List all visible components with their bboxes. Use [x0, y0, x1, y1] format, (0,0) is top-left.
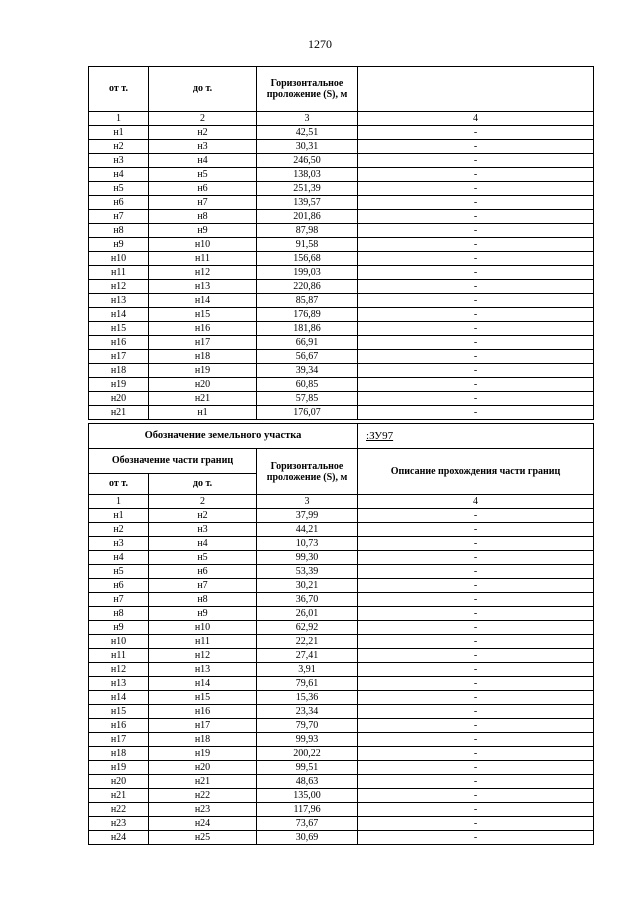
table2-column-numbers-row: [89, 495, 594, 509]
from-point-cell: н23: [89, 817, 149, 831]
table-row: [89, 210, 594, 224]
from-point-cell: н12: [89, 280, 149, 294]
table-row: [89, 579, 594, 593]
table-row: [89, 789, 594, 803]
from-point-cell: н22: [89, 803, 149, 817]
distance-cell: 57,85: [257, 392, 358, 406]
description-cell: -: [358, 831, 594, 845]
to-point-cell: н5: [149, 551, 257, 565]
from-point-cell: н18: [89, 364, 149, 378]
distance-cell: 53,39: [257, 565, 358, 579]
to-point-cell: н2: [149, 126, 257, 140]
header-from-point: от т.: [89, 67, 149, 112]
description-cell: -: [358, 635, 594, 649]
to-point-cell: н20: [149, 761, 257, 775]
from-point-cell: н8: [89, 224, 149, 238]
from-point-cell: н5: [89, 565, 149, 579]
table-row: [89, 523, 594, 537]
description-cell: -: [358, 705, 594, 719]
table-row: [89, 831, 594, 845]
table-row: [89, 649, 594, 663]
description-cell: -: [358, 154, 594, 168]
description-cell: -: [358, 266, 594, 280]
distance-cell: 251,39: [257, 182, 358, 196]
column-number: 4: [358, 112, 594, 126]
description-cell: -: [358, 565, 594, 579]
table-row: [89, 565, 594, 579]
distance-cell: 22,21: [257, 635, 358, 649]
table-row: [89, 350, 594, 364]
table1-header-row: [89, 67, 594, 112]
to-point-cell: н17: [149, 336, 257, 350]
to-point-cell: н19: [149, 364, 257, 378]
table-row: [89, 747, 594, 761]
description-cell: -: [358, 280, 594, 294]
from-point-cell: н14: [89, 308, 149, 322]
description-cell: -: [358, 663, 594, 677]
distance-cell: 15,36: [257, 691, 358, 705]
table-row: [89, 392, 594, 406]
to-point-cell: н23: [149, 803, 257, 817]
column-number: 1: [89, 112, 149, 126]
description-cell: -: [358, 224, 594, 238]
table-row: [89, 677, 594, 691]
to-point-cell: н15: [149, 691, 257, 705]
description-cell: -: [358, 761, 594, 775]
distance-cell: 201,86: [257, 210, 358, 224]
description-cell: -: [358, 322, 594, 336]
distance-cell: 156,68: [257, 252, 358, 266]
table-row: [89, 775, 594, 789]
from-point-cell: н4: [89, 551, 149, 565]
from-point-cell: н13: [89, 294, 149, 308]
from-point-cell: н3: [89, 154, 149, 168]
from-point-cell: н21: [89, 789, 149, 803]
to-point-cell: н10: [149, 238, 257, 252]
to-point-cell: н7: [149, 579, 257, 593]
land-plot-label: Обозначение земельного участка: [89, 424, 358, 449]
description-cell: -: [358, 649, 594, 663]
land-plot-value: :ЗУ97: [358, 424, 594, 449]
description-cell: -: [358, 182, 594, 196]
description-cell: -: [358, 621, 594, 635]
table-row: [89, 705, 594, 719]
table-row: [89, 308, 594, 322]
table-row: [89, 224, 594, 238]
to-point-cell: н22: [149, 789, 257, 803]
distance-cell: 139,57: [257, 196, 358, 210]
distance-cell: 66,91: [257, 336, 358, 350]
table-row: [89, 378, 594, 392]
description-cell: -: [358, 691, 594, 705]
to-point-cell: н12: [149, 649, 257, 663]
description-cell: -: [358, 789, 594, 803]
distance-cell: 39,34: [257, 364, 358, 378]
from-point-cell: н16: [89, 336, 149, 350]
header-to-point: до т.: [149, 67, 257, 112]
description-cell: -: [358, 294, 594, 308]
description-cell: -: [358, 406, 594, 420]
table-row: [89, 551, 594, 565]
to-point-cell: н9: [149, 224, 257, 238]
from-point-cell: н19: [89, 378, 149, 392]
distance-cell: 220,86: [257, 280, 358, 294]
to-point-cell: н13: [149, 280, 257, 294]
description-cell: -: [358, 719, 594, 733]
to-point-cell: н17: [149, 719, 257, 733]
distance-cell: 99,30: [257, 551, 358, 565]
table1-column-numbers-row: [89, 112, 594, 126]
from-point-cell: н6: [89, 196, 149, 210]
from-point-cell: н4: [89, 168, 149, 182]
description-cell: -: [358, 733, 594, 747]
header-horizontal-distance: Горизонтальное проложение (S), м: [257, 67, 358, 112]
header-horizontal-distance: Горизонтальное проложение (S), м: [257, 449, 358, 495]
description-cell: -: [358, 593, 594, 607]
table-row: [89, 607, 594, 621]
from-point-cell: н14: [89, 691, 149, 705]
to-point-cell: н20: [149, 378, 257, 392]
from-point-cell: н15: [89, 322, 149, 336]
distance-cell: 73,67: [257, 817, 358, 831]
from-point-cell: н10: [89, 635, 149, 649]
from-point-cell: н17: [89, 350, 149, 364]
from-point-cell: н11: [89, 266, 149, 280]
distance-cell: 30,31: [257, 140, 358, 154]
from-point-cell: н15: [89, 705, 149, 719]
from-point-cell: н9: [89, 238, 149, 252]
distance-cell: 99,93: [257, 733, 358, 747]
to-point-cell: н6: [149, 565, 257, 579]
from-point-cell: н9: [89, 621, 149, 635]
from-point-cell: н13: [89, 677, 149, 691]
table-row: [89, 761, 594, 775]
table-row: [89, 663, 594, 677]
distance-cell: 30,69: [257, 831, 358, 845]
to-point-cell: н3: [149, 140, 257, 154]
from-point-cell: н18: [89, 747, 149, 761]
table-row: [89, 182, 594, 196]
distance-cell: 42,51: [257, 126, 358, 140]
distance-cell: 117,96: [257, 803, 358, 817]
from-point-cell: н20: [89, 775, 149, 789]
table-row: [89, 406, 594, 420]
to-point-cell: н6: [149, 182, 257, 196]
table-row: [89, 280, 594, 294]
from-point-cell: н1: [89, 126, 149, 140]
from-point-cell: н12: [89, 663, 149, 677]
distance-cell: 60,85: [257, 378, 358, 392]
description-cell: -: [358, 392, 594, 406]
to-point-cell: н7: [149, 196, 257, 210]
table-row: [89, 140, 594, 154]
description-cell: -: [358, 364, 594, 378]
distance-cell: 62,92: [257, 621, 358, 635]
distance-cell: 176,07: [257, 406, 358, 420]
table-row: [89, 266, 594, 280]
table-row: [89, 691, 594, 705]
distance-cell: 91,58: [257, 238, 358, 252]
to-point-cell: н3: [149, 523, 257, 537]
table-row: [89, 364, 594, 378]
column-number: 4: [358, 495, 594, 509]
description-cell: -: [358, 817, 594, 831]
distance-cell: 10,73: [257, 537, 358, 551]
column-number: 2: [149, 495, 257, 509]
to-point-cell: н4: [149, 154, 257, 168]
to-point-cell: н14: [149, 294, 257, 308]
distance-cell: 87,98: [257, 224, 358, 238]
distance-cell: 44,21: [257, 523, 358, 537]
column-number: 3: [257, 112, 358, 126]
from-point-cell: н1: [89, 509, 149, 523]
distance-cell: 23,34: [257, 705, 358, 719]
description-cell: -: [358, 677, 594, 691]
page-number: 1270: [308, 37, 332, 51]
description-cell: -: [358, 210, 594, 224]
table-row: [89, 238, 594, 252]
column-number: 3: [257, 495, 358, 509]
distance-cell: 56,67: [257, 350, 358, 364]
table-row: [89, 168, 594, 182]
to-point-cell: н12: [149, 266, 257, 280]
to-point-cell: н5: [149, 168, 257, 182]
description-cell: -: [358, 509, 594, 523]
distance-cell: 3,91: [257, 663, 358, 677]
from-point-cell: н8: [89, 607, 149, 621]
distance-cell: 36,70: [257, 593, 358, 607]
table-row: [89, 252, 594, 266]
to-point-cell: н1: [149, 406, 257, 420]
table-row: [89, 621, 594, 635]
description-cell: -: [358, 803, 594, 817]
table-row: [89, 803, 594, 817]
header-from-point: от т.: [89, 474, 149, 495]
distance-cell: 138,03: [257, 168, 358, 182]
column-number: 1: [89, 495, 149, 509]
table-row: [89, 154, 594, 168]
to-point-cell: н8: [149, 593, 257, 607]
table-row: [89, 635, 594, 649]
description-cell: -: [358, 308, 594, 322]
to-point-cell: н16: [149, 705, 257, 719]
description-cell: -: [358, 350, 594, 364]
description-cell: -: [358, 523, 594, 537]
table-row: [89, 126, 594, 140]
table-row: [89, 817, 594, 831]
to-point-cell: н25: [149, 831, 257, 845]
distance-cell: 85,87: [257, 294, 358, 308]
land-plot-row: [89, 424, 594, 449]
description-cell: -: [358, 537, 594, 551]
to-point-cell: н8: [149, 210, 257, 224]
from-point-cell: н21: [89, 406, 149, 420]
boundary-table-2: [88, 423, 594, 845]
to-point-cell: н16: [149, 322, 257, 336]
description-cell: -: [358, 607, 594, 621]
boundary-table-1: [88, 66, 594, 420]
table-row: [89, 593, 594, 607]
description-cell: -: [358, 747, 594, 761]
header-description: Описание прохождения части границ: [358, 449, 594, 495]
description-cell: -: [358, 579, 594, 593]
header-description: [358, 67, 594, 112]
description-cell: -: [358, 168, 594, 182]
to-point-cell: н15: [149, 308, 257, 322]
to-point-cell: н24: [149, 817, 257, 831]
to-point-cell: н21: [149, 775, 257, 789]
distance-cell: 27,41: [257, 649, 358, 663]
to-point-cell: н2: [149, 509, 257, 523]
to-point-cell: н4: [149, 537, 257, 551]
from-point-cell: н5: [89, 182, 149, 196]
table-row: [89, 294, 594, 308]
to-point-cell: н11: [149, 635, 257, 649]
distance-cell: 48,63: [257, 775, 358, 789]
distance-cell: 176,89: [257, 308, 358, 322]
description-cell: -: [358, 140, 594, 154]
description-cell: -: [358, 378, 594, 392]
from-point-cell: н10: [89, 252, 149, 266]
table2-header-row: [89, 449, 594, 474]
to-point-cell: н11: [149, 252, 257, 266]
from-point-cell: н2: [89, 523, 149, 537]
description-cell: -: [358, 196, 594, 210]
description-cell: -: [358, 126, 594, 140]
distance-cell: 26,01: [257, 607, 358, 621]
from-point-cell: н11: [89, 649, 149, 663]
to-point-cell: н10: [149, 621, 257, 635]
to-point-cell: н13: [149, 663, 257, 677]
distance-cell: 79,70: [257, 719, 358, 733]
description-cell: -: [358, 551, 594, 565]
from-point-cell: н19: [89, 761, 149, 775]
distance-cell: 37,99: [257, 509, 358, 523]
distance-cell: 99,51: [257, 761, 358, 775]
description-cell: -: [358, 775, 594, 789]
to-point-cell: н19: [149, 747, 257, 761]
from-point-cell: н17: [89, 733, 149, 747]
table-row: [89, 509, 594, 523]
description-cell: -: [358, 238, 594, 252]
distance-cell: 135,00: [257, 789, 358, 803]
part-of-boundary-label: Обозначение части границ: [89, 449, 257, 474]
to-point-cell: н21: [149, 392, 257, 406]
to-point-cell: н18: [149, 350, 257, 364]
distance-cell: 246,50: [257, 154, 358, 168]
table-row: [89, 336, 594, 350]
description-cell: -: [358, 336, 594, 350]
table-row: [89, 719, 594, 733]
from-point-cell: н6: [89, 579, 149, 593]
distance-cell: 79,61: [257, 677, 358, 691]
table-row: [89, 733, 594, 747]
column-number: 2: [149, 112, 257, 126]
from-point-cell: н7: [89, 210, 149, 224]
to-point-cell: н18: [149, 733, 257, 747]
to-point-cell: н14: [149, 677, 257, 691]
table-row: [89, 537, 594, 551]
distance-cell: 199,03: [257, 266, 358, 280]
table-row: [89, 322, 594, 336]
distance-cell: 200,22: [257, 747, 358, 761]
distance-cell: 30,21: [257, 579, 358, 593]
table-row: [89, 196, 594, 210]
from-point-cell: н16: [89, 719, 149, 733]
distance-cell: 181,86: [257, 322, 358, 336]
from-point-cell: н2: [89, 140, 149, 154]
header-to-point: до т.: [149, 474, 257, 495]
from-point-cell: н7: [89, 593, 149, 607]
description-cell: -: [358, 252, 594, 266]
from-point-cell: н3: [89, 537, 149, 551]
to-point-cell: н9: [149, 607, 257, 621]
from-point-cell: н20: [89, 392, 149, 406]
from-point-cell: н24: [89, 831, 149, 845]
